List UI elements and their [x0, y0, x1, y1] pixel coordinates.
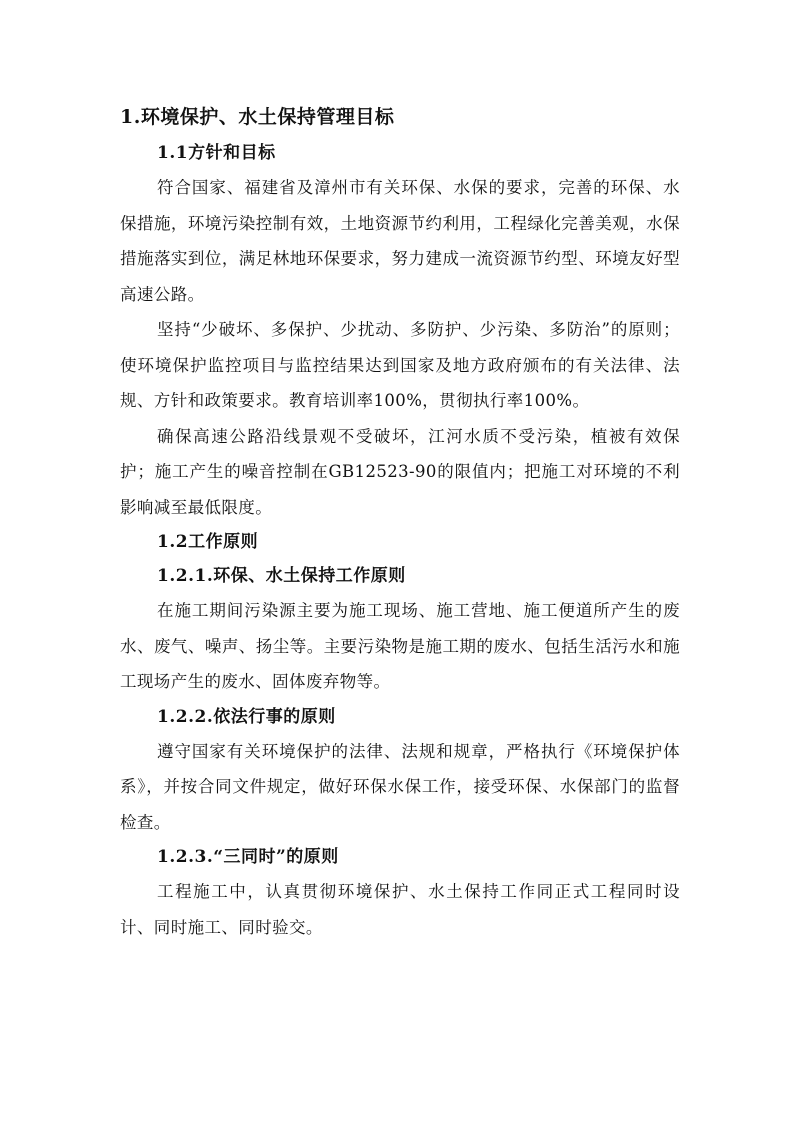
heading-main: 1.环境保护、水土保持管理目标 — [120, 106, 395, 128]
paragraph-1-2-1: 在施工期间污染源主要为施工现场、施工营地、施工便道所产生的废水、废气、噪声、扬尘等。主要污染物是施工期的废水、包括生活污水和施工现场产生的废水、固体废弃物等。 — [120, 601, 680, 691]
paragraph-1-1-a: 符合国家、福建省及漳州市有关环保、水保的要求，完善的环保、水保措施，环境污染控制有效，土地资源节约利用，工程绿化完善美观，水保措施落实到位，满足林地环保要求，努力建成一流资源节约型、环境友好型高速公路。 — [120, 178, 680, 304]
paragraph-1-2-2: 遵守国家有关环境保护的法律、法规和规章，严格执行《环境保护体系》，并按合同文件规定，做好环保水保工作，接受环保、水保部门的监督检查。 — [120, 741, 680, 832]
heading-section-1-2-3: 1.2.3.“三同时”的原则 — [157, 847, 339, 867]
heading-section-1-2-1: 1.2.1.环保、水土保持工作原则 — [157, 566, 406, 586]
document-body — [120, 100, 680, 945]
paragraph-1-1-b: 坚持“少破坏、多保护、少扰动、多防护、少污染、多防治”的原则；使环境保护监控项目与监控结果达到国家及地方政府颁布的有关法律、法规、方针和政策要求。教育培训率100%，贯彻执行率100%。 — [120, 320, 680, 410]
heading-section-1-2-2: 1.2.2.依法行事的原则 — [157, 706, 336, 727]
heading-section-1-2: 1.2工作原则 — [157, 532, 259, 552]
paragraph-1-1-c: 确保高速公路沿线景观不受破坏，江河水质不受污染，植被有效保护；施工产生的噪音控制在GB12523-90的限值内；把施工对环境的不利影响减至最低限度。 — [120, 426, 680, 517]
heading-section-1-1: 1.1方针和目标 — [157, 143, 276, 163]
paragraph-1-2-3: 工程施工中，认真贯彻环境保护、水土保持工作同正式工程同时设计、同时施工、同时验交。 — [120, 882, 680, 937]
